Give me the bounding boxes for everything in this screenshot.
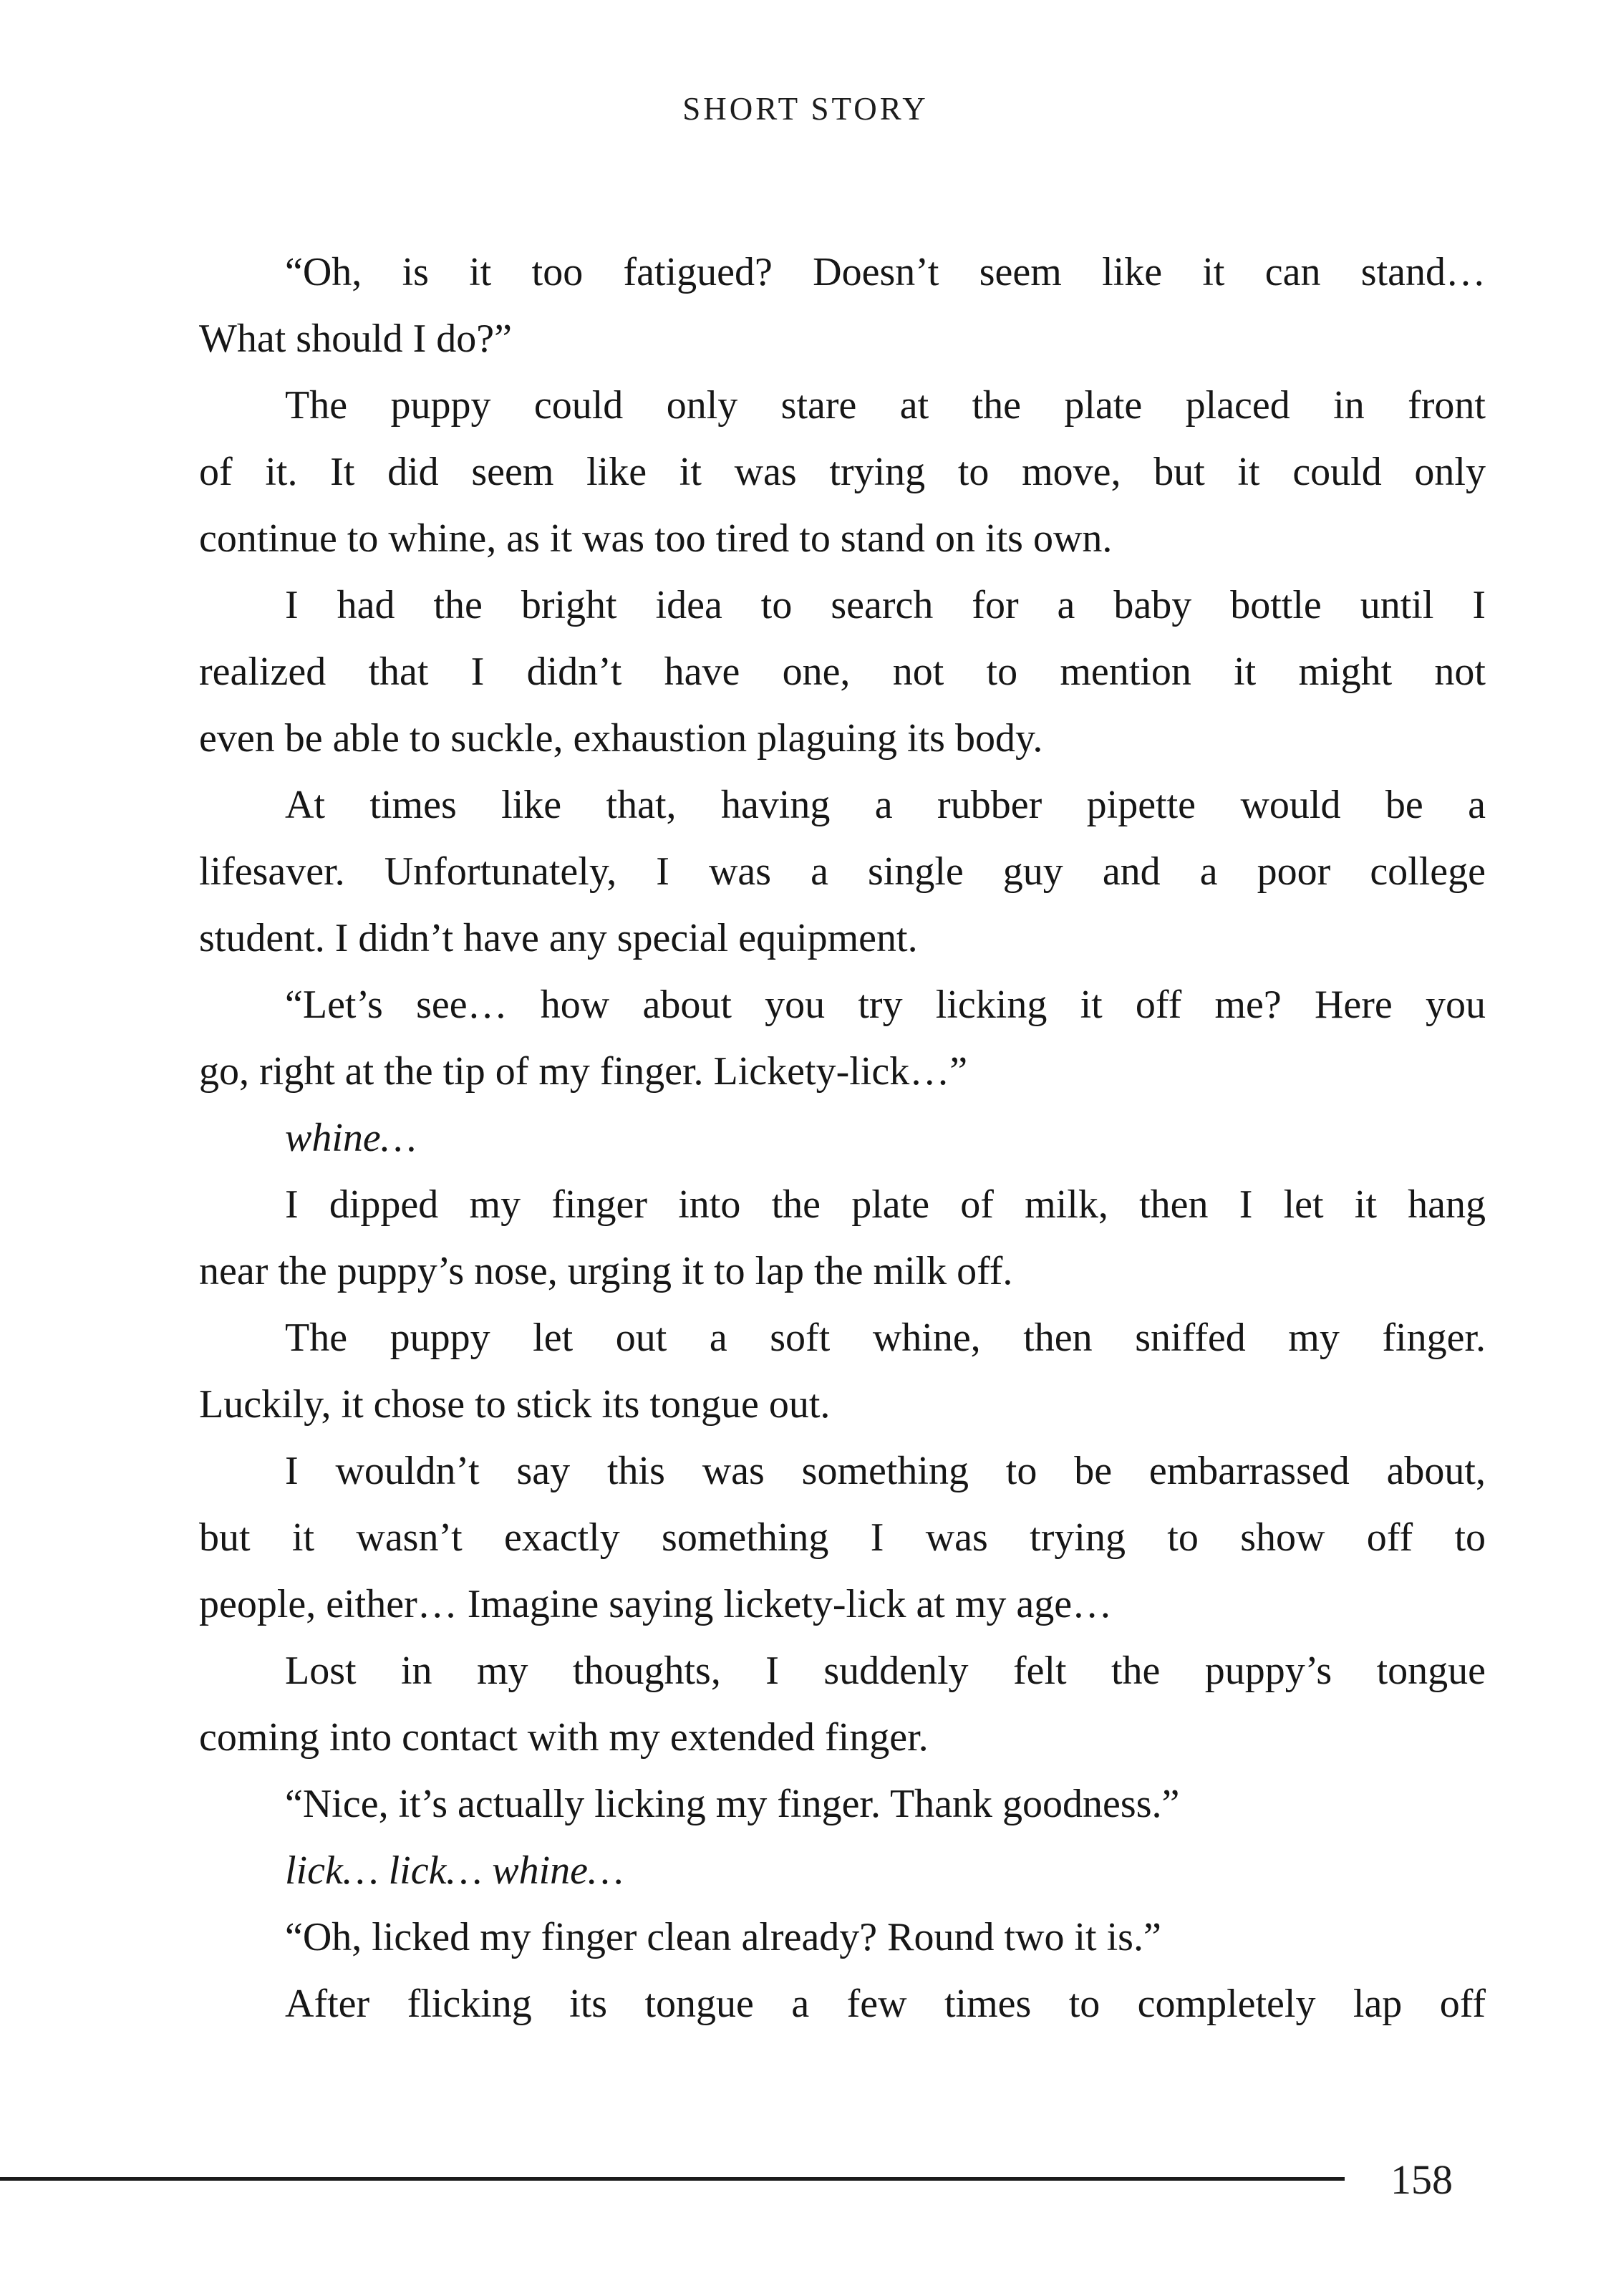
paragraph xyxy=(199,1105,1486,1172)
text-line: continue to whine, as it was too tired to stand on its own. xyxy=(199,516,1113,561)
text-line: Luckily, it chose to stick its tongue out. xyxy=(199,1382,831,1427)
paragraph xyxy=(199,372,1486,572)
paragraph xyxy=(199,1172,1486,1305)
text-line: The puppy could only stare at the plate placed in front xyxy=(285,383,1486,428)
paragraph xyxy=(199,1771,1486,1838)
text-line: go, right at the tip of my finger. Lickety-lick…” xyxy=(199,1049,968,1094)
paragraph xyxy=(199,572,1486,772)
story-text xyxy=(199,239,1486,2037)
text-line: “Nice, it’s actually licking my finger. Thank goodness.” xyxy=(285,1782,1180,1826)
text-line: Lost in my thoughts, I suddenly felt the puppy’s tongue xyxy=(285,1649,1486,1693)
text-line: of it. It did seem like it was trying to move, but it could only xyxy=(199,450,1486,494)
footer-rule xyxy=(0,2177,1345,2181)
text-line: people, either… Imagine saying lickety-lick at my age… xyxy=(199,1582,1113,1626)
running-header-title: SHORT STORY xyxy=(682,91,929,127)
text-line: student. I didn’t have any special equipment. xyxy=(199,916,918,960)
text-line: After flicking its tongue a few times to completely lap off xyxy=(285,1982,1486,2026)
text-line: but it wasn’t exactly something I was trying to show off to xyxy=(199,1515,1486,1560)
text-line: near the puppy’s nose, urging it to lap the milk off. xyxy=(199,1249,1013,1293)
text-line: What should I do?” xyxy=(199,317,512,361)
paragraph xyxy=(199,1971,1486,2037)
paragraph xyxy=(199,1305,1486,1438)
text-line: I wouldn’t say this was something to be embarrassed about, xyxy=(285,1449,1486,1493)
text-line: coming into contact with my extended finger. xyxy=(199,1715,929,1760)
text-line: even be able to suckle, exhaustion plaguing its body. xyxy=(199,716,1043,761)
page-number: 158 xyxy=(1390,2156,1453,2203)
paragraph xyxy=(199,972,1486,1105)
paragraph xyxy=(199,1904,1486,1971)
text-line: “Oh, is it too fatigued? Doesn’t seem like it can stand… xyxy=(285,250,1486,294)
text-line: “Let’s see… how about you try licking it off me? Here you xyxy=(285,983,1486,1027)
paragraph xyxy=(199,772,1486,972)
text-line: realized that I didn’t have one, not to mention it might not xyxy=(199,650,1486,694)
text-line: I had the bright idea to search for a baby bottle until I xyxy=(285,583,1486,627)
text-line: I dipped my finger into the plate of milk, then I let it hang xyxy=(285,1182,1486,1227)
paragraph xyxy=(199,239,1486,372)
text-line: whine… xyxy=(285,1116,417,1160)
text-line: lifesaver. Unfortunately, I was a single guy and a poor college xyxy=(199,849,1486,894)
text-line: lick… lick… whine… xyxy=(285,1848,624,1893)
paragraph xyxy=(199,1438,1486,1638)
paragraph xyxy=(199,1638,1486,1771)
text-line: The puppy let out a soft whine, then sniffed my finger. xyxy=(285,1316,1486,1360)
paragraph xyxy=(199,1838,1486,1904)
text-line: “Oh, licked my finger clean already? Round two it is.” xyxy=(285,1915,1161,1959)
text-line: At times like that, having a rubber pipette would be a xyxy=(285,783,1486,827)
